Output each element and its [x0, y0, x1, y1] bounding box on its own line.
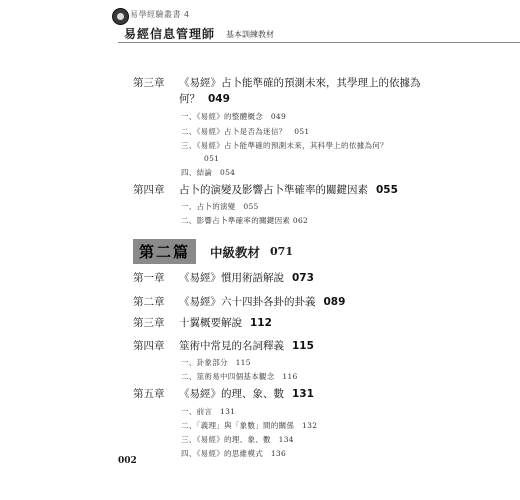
section-item: 二、筮術易中四個基本觀念 116 [181, 372, 298, 381]
chapter-page: 089 [323, 296, 346, 308]
series-logo-icon [112, 8, 129, 25]
chapter-page: 049 [208, 93, 230, 105]
section-item: 四、《易經》的思維模式 136 [181, 449, 287, 458]
page-number: 002 [118, 456, 137, 466]
chapter-number: 第五章 [133, 388, 165, 400]
header-rule [118, 42, 520, 43]
section-item: 一、占卜的演變 055 [181, 202, 259, 211]
chapter-3-heading [133, 75, 421, 90]
section-item: 四、結論 054 [181, 168, 236, 177]
chapter-title-cont: 何？ [179, 93, 200, 105]
chapter-heading [133, 338, 314, 353]
section-item: 二、《易經》占卜是否為迷信？ 051 [181, 127, 310, 136]
part-page: 071 [270, 245, 293, 258]
section-item: 一、《易經》的整體概念 049 [181, 112, 287, 121]
chapter-heading [133, 315, 272, 330]
chapter-number: 第三章 [133, 77, 165, 89]
chapter-page: 115 [292, 340, 314, 352]
book-subtitle: 基本訓練教材 [226, 30, 274, 39]
chapter-title: 《易經》占卜能準確的預測未來，其學理上的依據為 [179, 77, 421, 89]
section-item: 二、影響占卜準確率的關鍵因素 062 [181, 216, 309, 225]
section-item: 一、卦象部分 115 [181, 358, 251, 367]
section-item-page: 051 [204, 154, 220, 163]
chapter-heading [133, 386, 314, 401]
chapter-3-heading-cont [179, 91, 230, 106]
chapter-title: 筮術中常見的名詞釋義 [179, 340, 284, 352]
chapter-title: 十翼概要解說 [179, 317, 242, 329]
section-item: 三、《易經》的理、象、數 134 [181, 435, 294, 444]
chapter-4-heading [133, 182, 398, 197]
part-heading [133, 239, 293, 264]
chapter-heading [133, 270, 314, 285]
part-title: 中級教材 [210, 244, 261, 260]
chapter-number: 第四章 [133, 340, 165, 352]
chapter-page: 131 [292, 388, 314, 400]
chapter-page: 073 [292, 272, 314, 284]
series-name: 易學經驗叢書 4 [130, 10, 190, 19]
section-item: 三、《易經》占卜能準確的預測未來，其科學上的依據為何？ [181, 141, 388, 150]
chapter-page: 055 [376, 184, 398, 196]
section-item: 一、前言 131 [181, 407, 236, 416]
chapter-page: 112 [250, 317, 272, 329]
chapter-title: 《易經》的理、象、數 [179, 388, 284, 400]
chapter-number: 第一章 [133, 272, 165, 284]
part-label: 第二篇 [133, 239, 196, 264]
chapter-number: 第三章 [133, 317, 165, 329]
chapter-title: 《易經》六十四卦各卦的卦義 [179, 296, 316, 308]
book-title: 易經信息管理師 [124, 27, 216, 41]
section-item: 二、「義理」與「象數」間的關係 132 [181, 421, 318, 430]
chapter-number: 第二章 [133, 296, 165, 308]
chapter-number: 第四章 [133, 184, 165, 196]
chapter-heading [133, 294, 345, 309]
chapter-title: 占卜的演變及影響占卜準確率的關鍵因素 [179, 184, 368, 196]
chapter-title: 《易經》慣用術語解說 [179, 272, 284, 284]
